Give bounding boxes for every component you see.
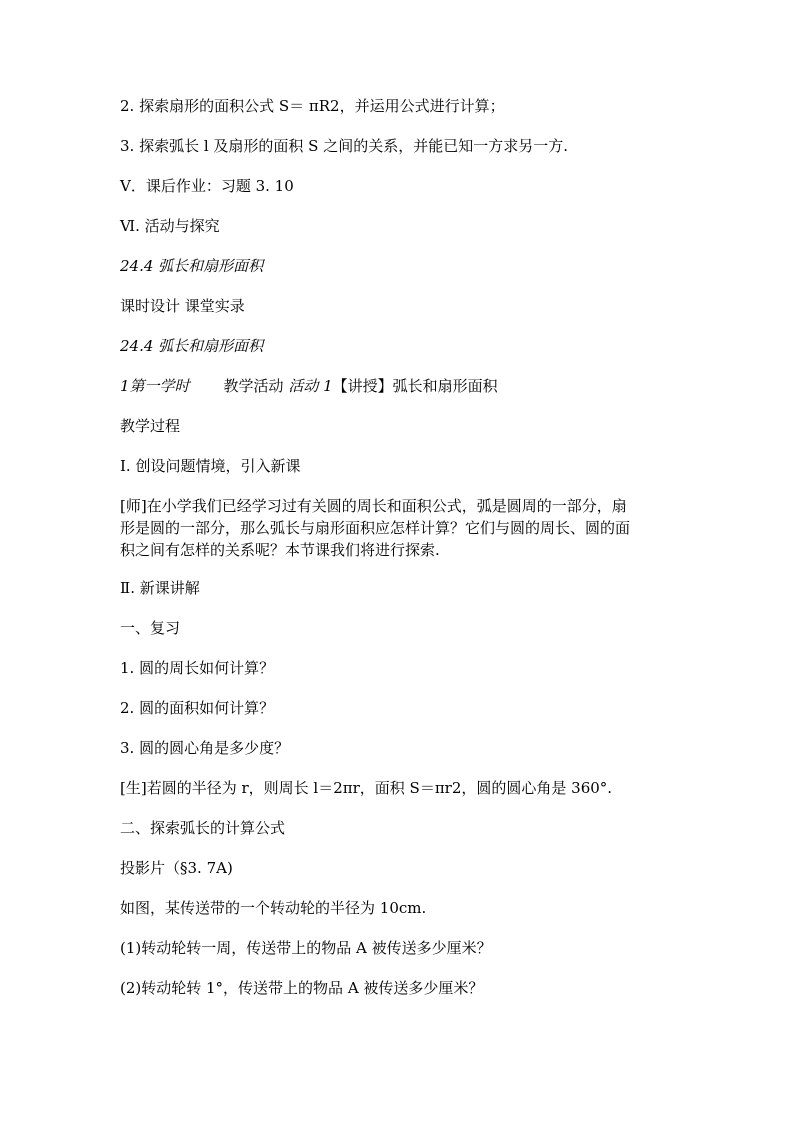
text-line: Ⅱ. 新课讲解 bbox=[120, 579, 200, 597]
text-line: 形是圆的一部分，那么弧长与扇形面积应怎样计算？它们与圆的周长、圆的面 bbox=[120, 519, 631, 537]
section-title-italic: 24.4 弧长和扇形面积 bbox=[120, 257, 264, 275]
text-line: Ⅴ．课后作业：习题 3. 10 bbox=[120, 177, 294, 195]
activity-type: 教学活动 bbox=[223, 377, 284, 395]
text-line: (2)转动轮转 1°，传送带上的物品 A 被传送多少厘米？ bbox=[120, 979, 484, 997]
text-line: 投影片（§3. 7A) bbox=[120, 859, 233, 877]
text-line: 2. 探索扇形的面积公式 S＝ πR2，并运用公式进行计算； bbox=[120, 97, 505, 115]
text-line: (1)转动轮转一周，传送带上的物品 A 被传送多少厘米？ bbox=[120, 939, 492, 957]
text-line: Ⅰ. 创设问题情境，引入新课 bbox=[120, 457, 301, 475]
activity-title: 【讲授】弧长和扇形面积 bbox=[332, 377, 498, 395]
text-line: 如图，某传送带的一个转动轮的半径为 10cm. bbox=[120, 899, 427, 917]
text-line: 课时设计 课堂实录 bbox=[120, 297, 245, 315]
text-line: 3. 探索弧长 l 及扇形的面积 S 之间的关系，并能已知一方求另一方. bbox=[120, 137, 568, 155]
text-line: 教学过程 bbox=[120, 417, 181, 435]
text-line: 3. 圆的圆心角是多少度？ bbox=[120, 739, 290, 757]
text-line: 积之间有怎样的关系呢？本节课我们将进行探索. bbox=[120, 541, 440, 559]
activity-line bbox=[120, 376, 498, 396]
text-line: 一、复习 bbox=[120, 619, 181, 637]
text-line: 2. 圆的面积如何计算？ bbox=[120, 699, 275, 717]
text-line: [生]若圆的半径为 r，则周长 l＝2πr，面积 S＝πr2，圆的圆心角是 360°. bbox=[120, 779, 613, 797]
text-line: [师]在小学我们已经学习过有关圆的周长和面积公式，弧是圆周的一部分，扇 bbox=[120, 497, 627, 515]
text-line: 1. 圆的周长如何计算？ bbox=[120, 659, 275, 677]
activity-number: 活动 1 bbox=[288, 377, 333, 395]
activity-period: 1第一学时 bbox=[120, 377, 190, 395]
section-title-italic: 24.4 弧长和扇形面积 bbox=[120, 337, 264, 355]
text-line: 二、探索弧长的计算公式 bbox=[120, 819, 286, 837]
text-line: Ⅵ. 活动与探究 bbox=[120, 217, 220, 235]
